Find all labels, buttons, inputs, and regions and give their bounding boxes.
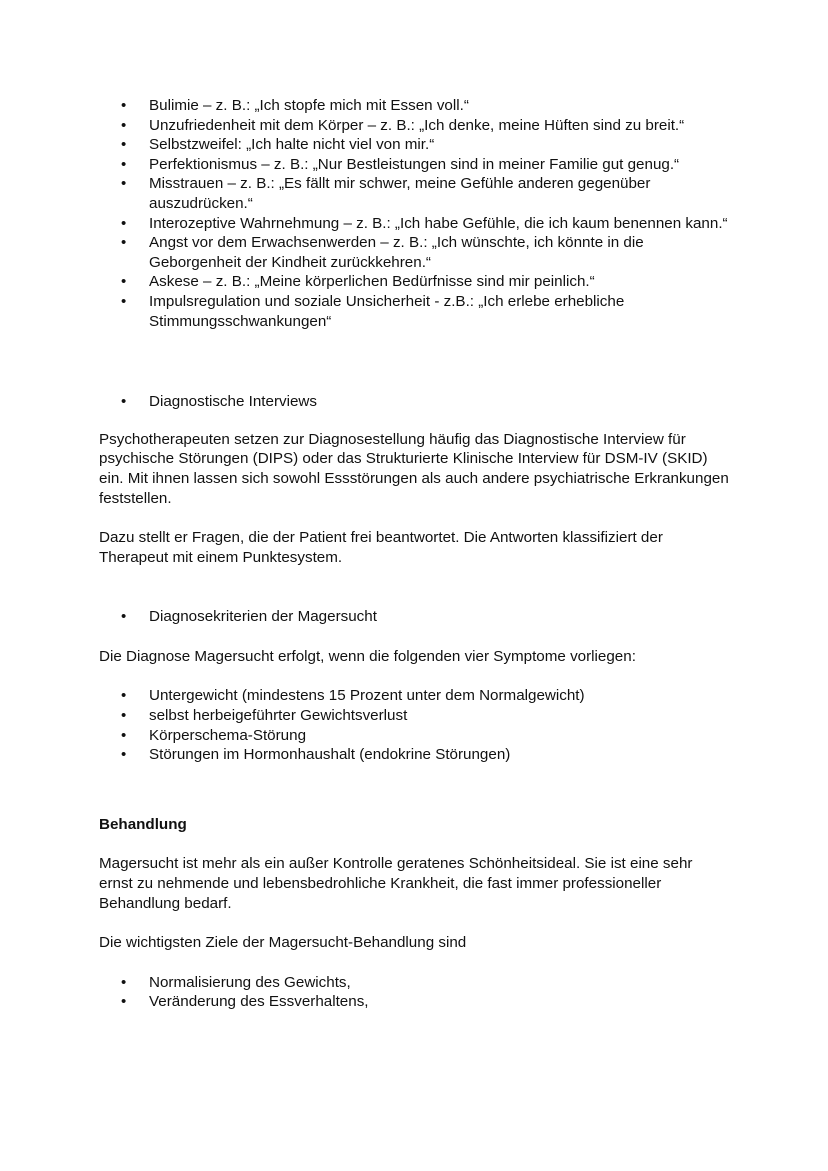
symptom-scale-list [99, 96, 729, 331]
criteria-bullet [99, 607, 729, 627]
paragraph: Dazu stellt er Fragen, die der Patient frei beantwortet. Die Antworten klassifiziert der Therapeut mit einem Punktesystem. [99, 529, 663, 566]
list-item: • Störungen im Hormonhaushalt (endokrine Störungen) [99, 745, 729, 765]
list-item: • Diagnosekriterien der Magersucht [99, 607, 729, 627]
list-item: • Unzufriedenheit mit dem Körper – z. B.: „Ich denke, meine Hüften sind zu breit.“ [99, 116, 729, 136]
list-item: • Askese – z. B.: „Meine körperlichen Bedürfnisse sind mir peinlich.“ [99, 272, 729, 292]
diagnosis-symptoms-list [99, 686, 729, 764]
list-item: • Misstrauen – z. B.: „Es fällt mir schwer, meine Gefühle anderen gegenüber auszudrücken.“ [99, 174, 729, 213]
list-item: • Bulimie – z. B.: „Ich stopfe mich mit Essen voll.“ [99, 96, 729, 116]
list-item: • Selbstzweifel: „Ich halte nicht viel von mir.“ [99, 135, 729, 155]
section-heading: Behandlung [99, 815, 187, 833]
list-item: • Angst vor dem Erwachsenwerden – z. B.: „Ich wünschte, ich könnte in die Geborgenheit der Kindheit zurückkehren.“ [99, 233, 729, 272]
list-item: • selbst herbeigeführter Gewichtsverlust [99, 706, 729, 726]
list-item: • Körperschema-Störung [99, 726, 729, 746]
list-item: • Veränderung des Essverhaltens, [99, 992, 729, 1012]
paragraph: Die wichtigsten Ziele der Magersucht-Behandlung sind [99, 934, 467, 952]
list-item: • Normalisierung des Gewichts, [99, 973, 729, 993]
paragraph: Psychotherapeuten setzen zur Diagnosestellung häufig das Diagnostische Interview für psychische Störungen (DIPS) oder das Strukturierte Klinische Interview für DSM-IV (SKID) ein. Mit ihnen lassen sich sowohl Essstörungen als auch andere psychiatrische Erkrankungen feststellen. [99, 430, 729, 507]
list-item: • Impulsregulation und soziale Unsicherheit - z.B.: „Ich erlebe erhebliche Stimmungsschwankungen“ [99, 292, 729, 331]
document-page [99, 96, 729, 1012]
treatment-goals-list [99, 973, 729, 1012]
paragraph: Die Diagnose Magersucht erfolgt, wenn die folgenden vier Symptome vorliegen: [99, 647, 636, 665]
list-item: • Perfektionismus – z. B.: „Nur Bestleistungen sind in meiner Familie gut genug.“ [99, 155, 729, 175]
list-item: • Untergewicht (mindestens 15 Prozent unter dem Normalgewicht) [99, 686, 729, 706]
interviews-bullet [99, 392, 729, 412]
list-item: • Interozeptive Wahrnehmung – z. B.: „Ich habe Gefühle, die ich kaum benennen kann.“ [99, 214, 729, 234]
list-item: • Diagnostische Interviews [99, 392, 729, 412]
paragraph: Magersucht ist mehr als ein außer Kontrolle geratenes Schönheitsideal. Sie ist eine sehr ernst zu nehmende und lebensbedrohliche Krankheit, die fast immer professioneller Behandlung bedarf. [99, 855, 693, 912]
